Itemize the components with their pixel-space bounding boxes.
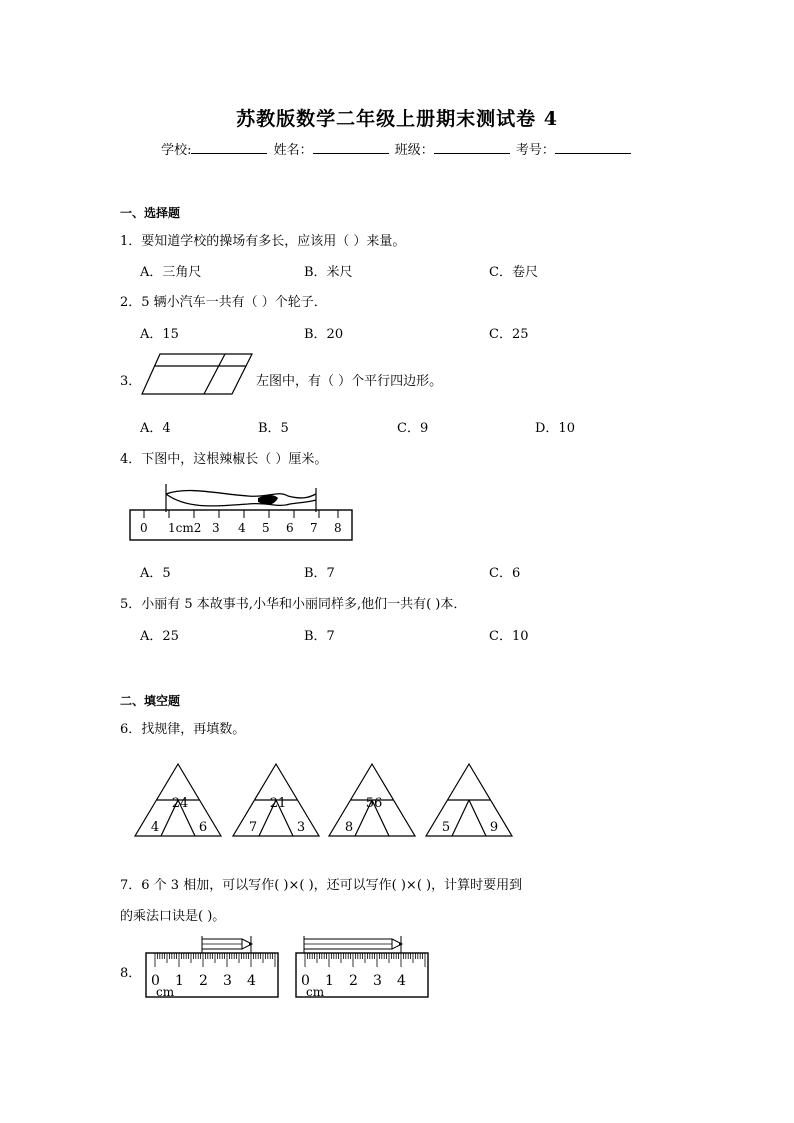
ruler-2-number-3: 3: [373, 973, 382, 989]
exam-no-label: 考号：: [515, 143, 555, 158]
ruler-1-number-1: 1: [175, 973, 184, 989]
q1-option-a[interactable]: A．三角尺: [140, 265, 202, 280]
pencil-icon: [202, 939, 252, 949]
q3-option-c[interactable]: C．9: [397, 421, 429, 436]
chili-ruler-label-6: 6: [286, 521, 294, 535]
q5-option-a[interactable]: A．25: [140, 629, 179, 644]
parallelogram-figure: [140, 350, 255, 398]
triangle-3-top: 56: [365, 796, 383, 811]
question-7-line-2: 的乘法口诀是( )。: [120, 909, 226, 924]
triangle-1-left: 4: [150, 820, 160, 835]
class-blank[interactable]: [434, 141, 510, 154]
triangle-4-left: 5: [441, 820, 451, 835]
page-title: 苏教版数学二年级上册期末测试卷 4: [236, 108, 558, 130]
ruler-1-number-3: 3: [223, 973, 232, 989]
chili-ruler-label-7: 7: [310, 521, 318, 535]
triangle-3: [327, 762, 417, 838]
question-7-line-1: 7．6 个 3 相加，可以写作( )×( )，还可以写作( )×( )，计算时要用到: [120, 878, 523, 893]
q4-option-c[interactable]: C．6: [489, 566, 521, 581]
ruler-1-number-4: 4: [247, 973, 256, 989]
class-label: 班级：: [394, 143, 434, 158]
question-8-number: 8．: [120, 966, 142, 981]
q3-option-d[interactable]: D．10: [535, 421, 575, 436]
question-6: 6．找规律，再填数。: [120, 722, 246, 737]
chili-ruler-label-8: 8: [334, 521, 342, 535]
question-3-number: 3．: [120, 374, 142, 389]
triangle-3-left: 8: [344, 820, 354, 835]
chili-ruler-label-1: 1cm2: [168, 521, 202, 535]
q1-option-c[interactable]: C．卷尺: [489, 265, 538, 280]
triangle-4: [424, 762, 514, 838]
ruler-with-pencil-2: [294, 936, 432, 1000]
q3-option-a[interactable]: A．4: [140, 421, 171, 436]
q3-option-b[interactable]: B．5: [258, 421, 289, 436]
section-heading-choice: 一、选择题: [120, 206, 181, 220]
ruler-2-number-2: 2: [349, 973, 358, 989]
question-2: 2．5 辆小汽车一共有（ ）个轮子．: [120, 295, 327, 310]
question-4: 4．下图中，这根辣椒长（ ）厘米。: [120, 452, 328, 467]
school-blank[interactable]: [191, 141, 267, 154]
question-1: 1．要知道学校的操场有多长，应该用（ ）来量。: [120, 234, 406, 249]
triangle-4-right: 9: [489, 820, 499, 835]
chili-ruler-label-5: 5: [262, 521, 270, 535]
chili-ruler-label-0: 0: [140, 521, 148, 535]
q1-option-b[interactable]: B．米尺: [304, 265, 353, 280]
question-5: 5．小丽有 5 本故事书,小华和小丽同样多,他们一共有( )本．: [120, 597, 467, 612]
name-blank[interactable]: [313, 141, 389, 154]
section-heading-fill: 二、填空题: [120, 694, 181, 708]
ruler-2-number-4: 4: [397, 973, 406, 989]
ruler-2-number-0: 0: [301, 973, 310, 989]
name-label: 姓名：: [273, 143, 313, 158]
ruler-1-number-2: 2: [199, 973, 208, 989]
q5-option-c[interactable]: C．10: [489, 629, 529, 644]
triangle-2-top: 21: [269, 796, 287, 811]
triangle-2-left: 7: [248, 820, 258, 835]
chili-ruler-figure: [128, 480, 358, 544]
chili-ruler-label-3: 3: [212, 521, 220, 535]
q4-option-a[interactable]: A．5: [140, 566, 171, 581]
triangle-1-right: 6: [198, 820, 208, 835]
triangle-2-right: 3: [296, 820, 306, 835]
ruler-with-pencil-1: [144, 936, 282, 1000]
exam-no-blank[interactable]: [555, 141, 631, 154]
ruler-2-number-1: 1: [325, 973, 334, 989]
q2-option-b[interactable]: B．20: [304, 327, 344, 342]
student-info-line: [0, 139, 794, 158]
ruler-1-unit: cm: [156, 985, 175, 999]
q4-option-b[interactable]: B．7: [304, 566, 335, 581]
q5-option-b[interactable]: B．7: [304, 629, 335, 644]
triangle-2: [231, 762, 321, 838]
q2-option-a[interactable]: A．15: [140, 327, 179, 342]
triangle-1-top: 24: [171, 796, 189, 811]
chili-ruler-label-4: 4: [238, 521, 246, 535]
question-3: 左图中，有（ ）个平行四边形。: [256, 374, 443, 389]
ruler-2-unit: cm: [306, 985, 325, 999]
school-label: 学校:: [161, 143, 192, 158]
q2-option-c[interactable]: C．25: [489, 327, 529, 342]
triangle-1: [133, 762, 223, 838]
pencil-icon: [304, 939, 402, 949]
ruler-1-number-0: 0: [151, 973, 160, 989]
